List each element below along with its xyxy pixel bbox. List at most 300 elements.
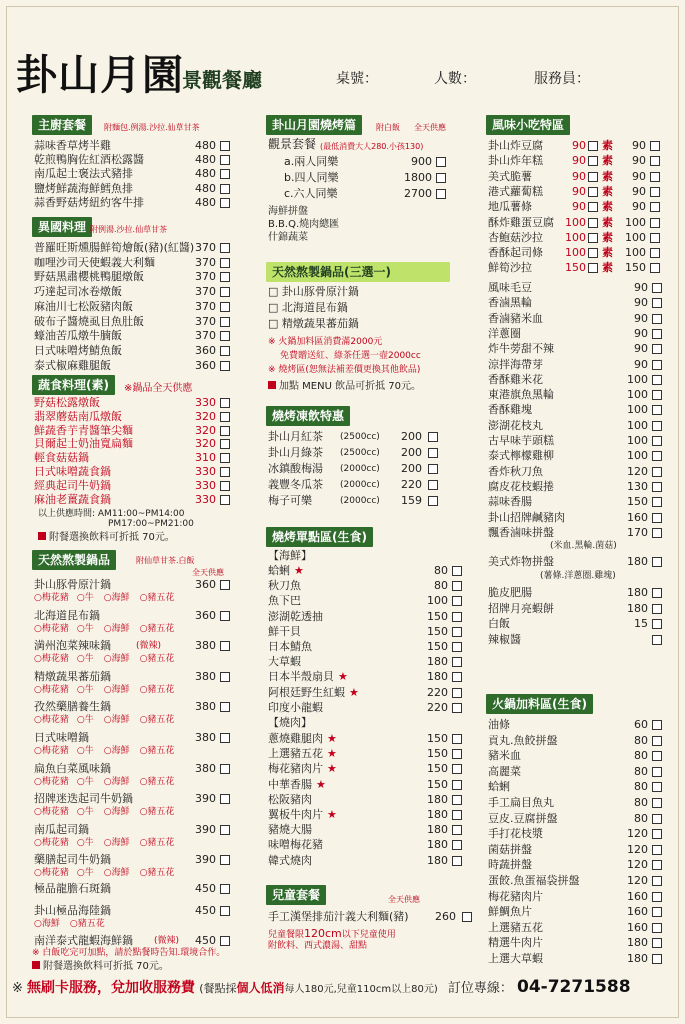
menu-item-name: 巧達起司冰卷燉飯 [34, 285, 122, 299]
option-1[interactable]: ○牛 [76, 623, 94, 634]
option-0[interactable]: ○梅花豬 [34, 654, 69, 665]
menu-item-checkbox[interactable] [652, 860, 662, 870]
menu-item-row [268, 594, 464, 608]
menu-item-row [488, 952, 664, 966]
option-3[interactable]: ○豬五花 [139, 746, 175, 756]
option-2[interactable]: ○海鮮 [103, 684, 130, 695]
menu-item-name: 鹽烤鮮蔬海鮮鱈魚排 [34, 181, 133, 195]
snack-row [488, 170, 664, 184]
menu-item-price: 220 [427, 685, 448, 699]
menu-item-name: 秋刀魚 [268, 579, 301, 593]
option-3[interactable]: ○豬五花 [139, 807, 175, 818]
menu-item-row [34, 167, 232, 181]
menu-item-checkbox[interactable] [220, 317, 230, 327]
exotic-note: 附例湯.沙拉.仙草甘茶 [90, 225, 168, 234]
menu-item-checkbox[interactable] [652, 528, 662, 538]
menu-item-checkbox[interactable] [652, 497, 662, 507]
option-0[interactable]: ○梅花豬 [34, 807, 69, 818]
drink-checkbox[interactable] [428, 464, 438, 474]
section-natural-pot: 天然熬製鍋品(三選一) [266, 262, 450, 282]
menu-item-name: 泰式椒麻雞腿飯 [34, 358, 111, 372]
star-icon: ★ [349, 685, 359, 699]
snack-row [488, 139, 664, 153]
menu-item-checkbox[interactable] [652, 329, 662, 339]
menu-item-checkbox[interactable] [220, 302, 230, 312]
drink-row [268, 446, 440, 460]
menu-item-checkbox[interactable] [652, 421, 662, 431]
menu-item-checkbox[interactable] [652, 513, 662, 523]
menu-item-price: 330 [195, 396, 216, 409]
menu-item-checkbox[interactable] [652, 938, 662, 948]
snack-checkbox-veg[interactable] [650, 263, 660, 273]
menu-item-row [488, 495, 664, 509]
menu-item-price: 390 [195, 792, 216, 806]
menu-item-price: 80 [434, 564, 448, 577]
menu-item-checkbox[interactable] [436, 189, 446, 199]
menu-item-row [268, 579, 464, 593]
menu-item-checkbox[interactable] [652, 720, 662, 730]
option-0[interactable]: ○梅花豬 [34, 776, 69, 787]
menu-item-checkbox[interactable] [220, 361, 230, 371]
bullet-square-icon [38, 532, 46, 540]
option-3[interactable]: ○豬五花 [139, 684, 175, 695]
menu-item-checkbox[interactable] [220, 426, 230, 436]
section-exotic: 異國料理 [32, 217, 92, 237]
menu-item-checkbox[interactable] [652, 557, 662, 567]
snack-checkbox-veg[interactable] [650, 187, 660, 197]
snack-checkbox-regular[interactable] [588, 141, 598, 151]
menu-item-checkbox[interactable] [220, 453, 230, 463]
snack-row [488, 231, 664, 245]
snack-checkbox-veg[interactable] [650, 218, 660, 228]
natural-pot-item[interactable]: □ 卦山豚骨原汁鍋 [268, 285, 359, 298]
snack-name: 香酥起司條 [488, 246, 543, 260]
menu-item-checkbox[interactable] [652, 845, 662, 855]
footer-min-a: (餐點採 [199, 982, 237, 995]
menu-item-row [268, 625, 464, 639]
menu-item-checkbox[interactable] [220, 495, 230, 505]
drink-checkbox[interactable] [428, 448, 438, 458]
option-0[interactable]: ○海鮮 [34, 919, 60, 929]
option-3[interactable]: ○豬五花 [139, 868, 175, 879]
menu-item-checkbox[interactable] [652, 390, 662, 400]
menu-item-name: 梅花豬肉片 [488, 889, 543, 903]
menu-item-checkbox[interactable] [220, 198, 230, 208]
menu-item-checkbox[interactable] [220, 272, 230, 282]
menu-item-checkbox[interactable] [436, 157, 446, 167]
menu-item-checkbox[interactable] [220, 287, 230, 297]
menu-item-checkbox[interactable] [220, 794, 230, 804]
snack-checkbox-regular[interactable] [588, 263, 598, 273]
menu-item-checkbox[interactable] [652, 482, 662, 492]
menu-item-price: 180 [427, 792, 448, 806]
menu-item-price: 330 [195, 465, 216, 478]
snack-row [488, 246, 664, 260]
menu-item-name: 精燉蔬果蕃茄鍋 [34, 669, 111, 683]
snack-price-veg: 90 [632, 154, 646, 168]
menu-item-checkbox[interactable] [220, 169, 230, 179]
menu-item-price: 180 [627, 936, 648, 950]
snack-checkbox-veg[interactable] [650, 156, 660, 166]
menu-item-checkbox[interactable] [220, 611, 230, 621]
menu-item-checkbox[interactable] [652, 635, 662, 645]
menu-item-checkbox[interactable] [452, 840, 462, 850]
menu-item-checkbox[interactable] [652, 467, 662, 477]
menu-item-price: 480 [195, 195, 216, 209]
menu-item-price: 100 [627, 449, 648, 463]
menu-item-price: 160 [627, 889, 648, 903]
option-0[interactable]: ○梅花豬 [34, 593, 69, 603]
option-row [34, 592, 184, 604]
people-count-label: 人數： [434, 71, 476, 87]
menu-item-checkbox[interactable] [652, 923, 662, 933]
option-2[interactable]: ○海鮮 [103, 593, 130, 603]
kids-meal-checkbox[interactable] [462, 912, 472, 922]
menu-item-checkbox[interactable] [652, 451, 662, 461]
menu-item-row [34, 823, 232, 837]
drink-checkbox[interactable] [428, 496, 438, 506]
menu-item-row [34, 882, 232, 896]
option-row [34, 918, 115, 930]
option-2[interactable]: ○海鮮 [103, 623, 130, 634]
option-1[interactable]: ○豬五花 [69, 919, 105, 929]
menu-item-price: 160 [627, 510, 648, 524]
option-0[interactable]: ○梅花豬 [34, 746, 69, 756]
menu-item-checkbox[interactable] [452, 581, 462, 591]
menu-item-checkbox[interactable] [220, 184, 230, 194]
option-1[interactable]: ○牛 [76, 807, 94, 818]
menu-item-checkbox[interactable] [652, 907, 662, 917]
drink-price: 159 [401, 494, 422, 507]
menu-item-row [34, 493, 232, 507]
menu-item-checkbox[interactable] [652, 829, 662, 839]
option-1[interactable]: ○牛 [76, 837, 94, 848]
menu-item-price: 220 [427, 700, 448, 714]
menu-item-checkbox[interactable] [220, 467, 230, 477]
menu-item-checkbox[interactable] [436, 173, 446, 183]
drink-price: 200 [401, 462, 422, 475]
footer-min-c: 每人180元,兒童110cm以上80元) [284, 984, 438, 995]
drink-volume: (2500cc) [340, 448, 380, 458]
menu-item-checkbox[interactable] [652, 814, 662, 824]
snack-checkbox-veg[interactable] [650, 141, 660, 151]
menu-item-checkbox[interactable] [220, 855, 230, 865]
menu-item-price: 900 [411, 155, 432, 168]
option-2[interactable]: ○海鮮 [103, 715, 130, 726]
menu-item-price: 390 [195, 822, 216, 836]
snack-row [488, 200, 664, 214]
kids-note: 全天供應 [388, 895, 420, 904]
option-0[interactable]: ○梅花豬 [34, 837, 69, 848]
menu-item-name: 野菇黑肅櫻桃鴨腿燉飯 [34, 270, 144, 284]
menu-item-row [488, 921, 664, 935]
bbq-note: 附白飯 [376, 123, 400, 132]
menu-item-checkbox[interactable] [220, 398, 230, 408]
menu-item-checkbox[interactable] [452, 764, 462, 774]
menu-item-checkbox[interactable] [220, 884, 230, 894]
option-3[interactable]: ○豬五花 [139, 654, 175, 665]
menu-item-price: 180 [427, 808, 448, 821]
hotpot-note-2: 全天供應 [192, 568, 224, 577]
snack-row [488, 261, 664, 275]
menu-item-row [488, 312, 664, 326]
snack-price-veg: 90 [632, 184, 646, 198]
menu-item-checkbox[interactable] [220, 155, 230, 165]
snack-price-veg: 100 [625, 215, 646, 229]
menu-item-price: 370 [195, 329, 216, 343]
option-2[interactable]: ○海鮮 [103, 807, 130, 818]
menu-item-row [268, 670, 464, 684]
menu-item-checkbox[interactable] [220, 936, 230, 946]
drink-row [268, 462, 440, 476]
option-3[interactable]: ○豬五花 [139, 776, 175, 787]
menu-item-checkbox[interactable] [220, 580, 230, 590]
snack-checkbox-regular[interactable] [588, 248, 598, 258]
snack-checkbox-regular[interactable] [588, 202, 598, 212]
menu-item-checkbox[interactable] [452, 657, 462, 667]
option-1[interactable]: ○牛 [76, 654, 94, 665]
menu-item-checkbox[interactable] [452, 795, 462, 805]
menu-item-price: 120 [627, 874, 648, 887]
menu-item-checkbox[interactable] [220, 346, 230, 356]
menu-item-checkbox[interactable] [220, 906, 230, 916]
menu-item-row [34, 792, 232, 806]
option-2[interactable]: ○海鮮 [103, 776, 130, 787]
menu-item-checkbox[interactable] [652, 405, 662, 415]
snack-checkbox-regular[interactable] [588, 233, 598, 243]
menu-item-checkbox[interactable] [452, 627, 462, 637]
menu-item-name: 經典起司牛奶鍋 [34, 478, 111, 492]
snack-price-veg: 150 [625, 261, 646, 275]
drink-checkbox[interactable] [428, 432, 438, 442]
option-row [34, 745, 184, 757]
snack-price-veg: 90 [632, 169, 646, 183]
menu-item-checkbox[interactable] [652, 892, 662, 902]
snack-row [488, 216, 664, 230]
hours-line-2: PM17:00~PM21:00 [108, 519, 194, 529]
snack-checkbox-regular[interactable] [588, 172, 598, 182]
menu-item-name: 涼拌海帶芽 [488, 357, 543, 371]
menu-item-checkbox[interactable] [652, 751, 662, 761]
menu-item-name: 輕食菇菇鍋 [34, 451, 89, 465]
menu-item-checkbox[interactable] [220, 825, 230, 835]
option-1[interactable]: ○牛 [76, 684, 94, 695]
menu-item-checkbox[interactable] [220, 641, 230, 651]
menu-item-checkbox[interactable] [652, 954, 662, 964]
menu-item-price: 450 [195, 904, 216, 917]
menu-item-checkbox[interactable] [220, 481, 230, 491]
menu-item-row [34, 256, 232, 270]
snack-price-regular: 90 [572, 169, 586, 183]
snack-name: 酥炸雞蛋豆腐 [488, 215, 554, 229]
menu-item-name: 満州泡菜辣味鍋 [34, 639, 111, 653]
menu-item-checkbox[interactable] [652, 604, 662, 614]
snack-price-regular: 150 [565, 261, 586, 275]
kids-note-1a: 兒童餐限 [268, 930, 305, 940]
menu-item-checkbox[interactable] [452, 780, 462, 790]
menu-item-checkbox[interactable] [220, 412, 230, 422]
snack-price-regular: 90 [572, 200, 586, 214]
natural-pot-item[interactable]: □ 精燉蔬果蕃茄鍋 [268, 317, 359, 330]
menu-item-checkbox[interactable] [220, 258, 230, 268]
rice-note: ※ 白飯吃完可加點，請於點餐時告知.環境合作。 [32, 948, 226, 958]
hotpot-note: 附仙草甘茶.白飯 [136, 556, 195, 565]
menu-item-price: 120 [627, 842, 648, 856]
option-0[interactable]: ○梅花豬 [34, 715, 69, 726]
option-1[interactable]: ○牛 [76, 593, 94, 603]
menu-item-row [268, 762, 464, 776]
menu-item-checkbox[interactable] [652, 767, 662, 777]
option-1[interactable]: ○牛 [76, 868, 94, 879]
vegetarian-label: 素 [602, 139, 613, 152]
section-snacks: 風味小吃特區 [486, 115, 570, 135]
menu-item-price: 90 [634, 326, 648, 340]
menu-item-checkbox[interactable] [220, 243, 230, 253]
option-1[interactable]: ○牛 [76, 746, 94, 756]
menu-item-checkbox[interactable] [652, 798, 662, 808]
menu-item-checkbox[interactable] [220, 733, 230, 743]
menu-item-checkbox[interactable] [652, 360, 662, 370]
snack-checkbox-veg[interactable] [650, 248, 660, 258]
section-drinks: 燒烤凍飲特惠 [266, 406, 350, 426]
option-0[interactable]: ○梅花豬 [34, 623, 69, 634]
hotpot-drink-note [32, 960, 169, 973]
drink-row [268, 494, 440, 508]
menu-item-checkbox[interactable] [220, 672, 230, 682]
menu-item-row [488, 419, 664, 433]
menu-item-price: 370 [195, 255, 216, 269]
option-3[interactable]: ○豬五花 [139, 593, 175, 603]
menu-item-checkbox[interactable] [220, 331, 230, 341]
menu-item-checkbox[interactable] [452, 703, 462, 713]
menu-item-name: 招牌月亮蝦餅 [488, 601, 554, 615]
menu-item-name: 洋蔥圈 [488, 326, 521, 340]
menu-item-name: 麻油川七松阪豬肉飯 [34, 299, 133, 313]
menu-item-checkbox[interactable] [452, 749, 462, 759]
menu-item-price: 80 [434, 579, 448, 593]
kids-meal-price: 260 [435, 910, 456, 923]
menu-item-checkbox[interactable] [220, 141, 230, 151]
option-0[interactable]: ○梅花豬 [34, 684, 69, 695]
menu-item-price: 360 [195, 343, 216, 357]
option-1[interactable]: ○牛 [76, 776, 94, 787]
drink-price: 200 [401, 446, 422, 459]
snack-checkbox-regular[interactable] [588, 218, 598, 228]
menu-item-price: 100 [427, 594, 448, 608]
menu-item-checkbox[interactable] [220, 439, 230, 449]
drink-volume: (2500cc) [340, 432, 380, 442]
menu-item-name: 卦山豚骨原汁鍋 [34, 578, 111, 591]
option-0[interactable]: ○梅花豬 [34, 868, 69, 879]
option-3[interactable]: ○豬五花 [139, 623, 175, 634]
menu-item-name: 古早味芋頭糕 [488, 434, 554, 447]
menu-item-checkbox[interactable] [220, 702, 230, 712]
menu-item-checkbox[interactable] [652, 588, 662, 598]
menu-item-checkbox[interactable] [452, 672, 462, 682]
menu-item-checkbox[interactable] [452, 612, 462, 622]
menu-item-row [268, 793, 464, 807]
menu-item-price: 90 [634, 296, 648, 310]
natural-pot-item[interactable]: □ 北海道昆布鍋 [268, 301, 348, 314]
menu-item-name: a.兩人同樂 [284, 155, 339, 168]
menu-item-checkbox[interactable] [452, 688, 462, 698]
menu-item-checkbox[interactable] [452, 810, 462, 820]
menu-item-name: 日式味噌鍋 [34, 731, 89, 744]
veg-drink-note [38, 531, 175, 544]
section-kids: 兒童套餐 [266, 885, 326, 905]
menu-item-checkbox[interactable] [652, 782, 662, 792]
menu-item-name: 手工扁目魚丸 [488, 796, 554, 809]
vegetarian-label: 素 [602, 246, 613, 260]
drink-name: 卦山月紅茶 [268, 430, 323, 443]
menu-item-checkbox[interactable] [652, 298, 662, 308]
snack-price-veg: 100 [625, 230, 646, 244]
menu-item-name: 蒜香野菇烤紐約客牛排 [34, 195, 144, 209]
star-icon: ★ [327, 762, 337, 776]
menu-item-name: 中華香腸 [268, 777, 312, 791]
option-3[interactable]: ○豬五花 [139, 837, 175, 848]
snack-checkbox-regular[interactable] [588, 187, 598, 197]
menu-item-price: 90 [634, 281, 648, 294]
option-1[interactable]: ○牛 [76, 715, 94, 726]
menu-item-price: 480 [195, 167, 216, 181]
menu-item-checkbox[interactable] [652, 375, 662, 385]
menu-item-row [284, 171, 448, 185]
footer-reservation-label: 訂位專線： [447, 981, 513, 996]
menu-item-row [34, 578, 232, 592]
menu-item-checkbox[interactable] [652, 736, 662, 746]
kids-meal-row [268, 910, 488, 924]
snack-checkbox-veg[interactable] [650, 233, 660, 243]
drink-checkbox[interactable] [428, 480, 438, 490]
vegetarian-label: 素 [602, 154, 613, 168]
menu-item-name: 手打花枝漿 [488, 827, 543, 841]
snack-name: 卦山炸豆腐 [488, 139, 543, 152]
menu-item-name: 貝爾起士奶油寬扁麵 [34, 437, 133, 451]
menu-item-checkbox[interactable] [652, 283, 662, 293]
menu-item-checkbox[interactable] [452, 825, 462, 835]
menu-item-row [34, 639, 232, 653]
option-3[interactable]: ○豬五花 [139, 715, 175, 726]
menu-item-checkbox[interactable] [652, 436, 662, 446]
menu-item-checkbox[interactable] [452, 734, 462, 744]
menu-item-checkbox[interactable] [652, 344, 662, 354]
menu-item-checkbox[interactable] [652, 619, 662, 629]
menu-item-row [488, 765, 664, 779]
menu-item-price: 380 [195, 761, 216, 775]
option-2[interactable]: ○海鮮 [103, 837, 130, 848]
menu-item-price: 80 [634, 796, 648, 809]
menu-item-checkbox[interactable] [652, 314, 662, 324]
menu-item-name: 香滷豬米血 [488, 311, 543, 325]
natural-note-1: ※ 火鍋加料區消費滿2000元 [268, 337, 383, 347]
snack-checkbox-veg[interactable] [650, 172, 660, 182]
snack-checkbox-regular[interactable] [588, 156, 598, 166]
star-icon: ★ [327, 808, 337, 821]
drink-row [268, 430, 440, 444]
menu-item-checkbox[interactable] [452, 642, 462, 652]
menu-item-checkbox[interactable] [452, 596, 462, 606]
option-2[interactable]: ○海鮮 [103, 654, 130, 665]
menu-item-checkbox[interactable] [452, 566, 462, 576]
menu-item-checkbox[interactable] [220, 764, 230, 774]
menu-item-checkbox[interactable] [452, 856, 462, 866]
drink-name: 卦山月綠茶 [268, 446, 323, 459]
option-2[interactable]: ○海鮮 [103, 868, 130, 879]
option-2[interactable]: ○海鮮 [103, 746, 130, 756]
menu-item-checkbox[interactable] [652, 876, 662, 886]
snack-checkbox-veg[interactable] [650, 202, 660, 212]
